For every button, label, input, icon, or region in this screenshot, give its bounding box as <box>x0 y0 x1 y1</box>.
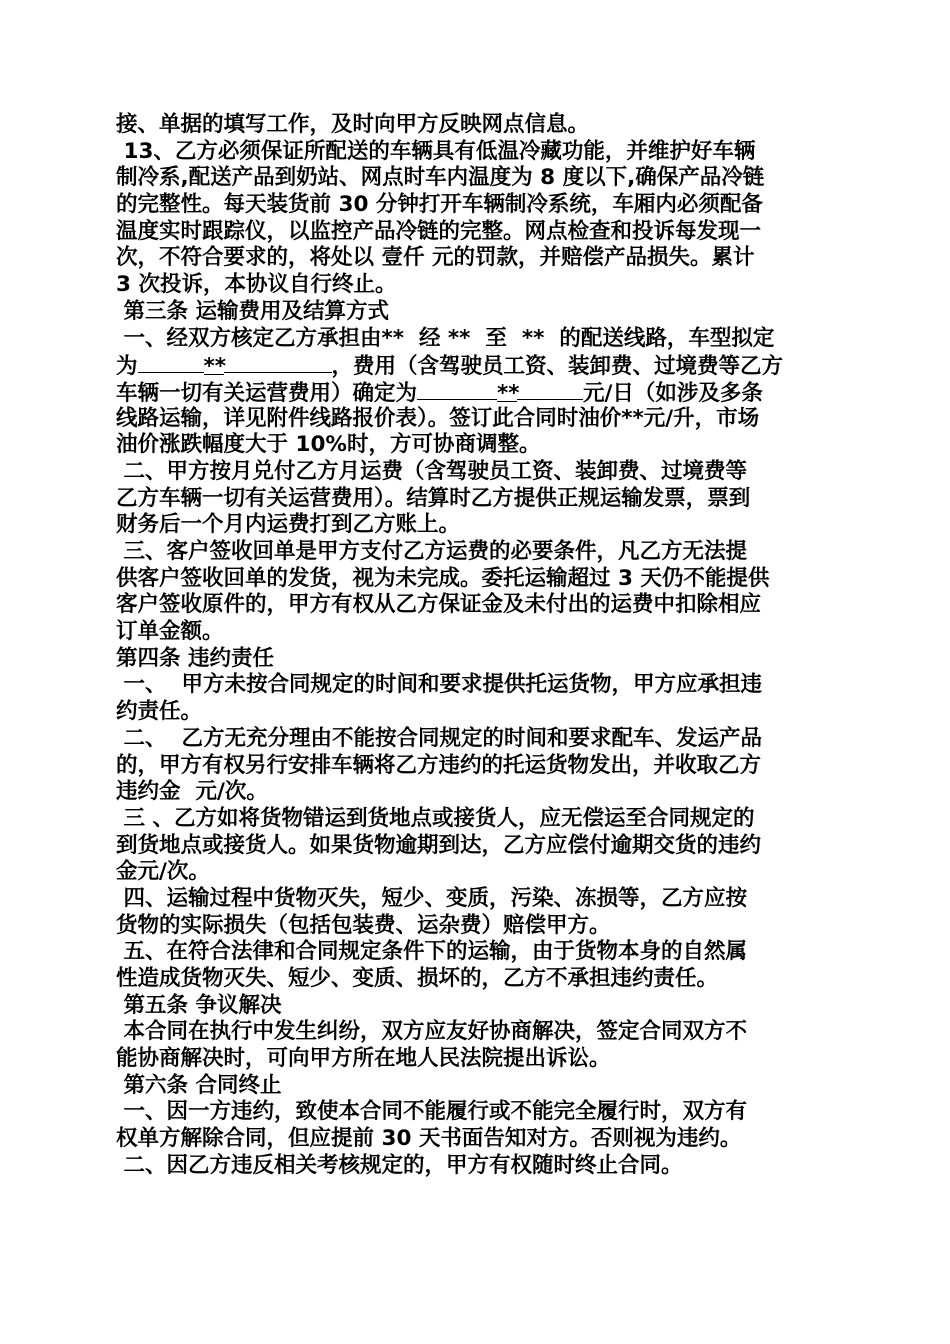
text-segment: 元/日（如涉及多条 <box>583 380 763 406</box>
text-line: 二、 乙方无充分理由不能按合同规定的时间和要求配车、发运产品 <box>116 725 762 751</box>
text-line: 一、因一方违约，致使本合同不能履行或不能完全履行时，双方有 <box>116 1099 747 1125</box>
text-line: 金元/次。 <box>116 859 210 885</box>
text-segment: 为 <box>116 354 138 380</box>
text-line: 违约金 元/次。 <box>116 779 268 805</box>
text-line: 货物的实际损失（包括包装费、运杂费）赔偿甲方。 <box>116 912 611 938</box>
text-line: 一、 甲方未按合同规定的时间和要求提供托运货物，甲方应承担违 <box>116 672 762 698</box>
text-line: 的完整性。每天装货前 30 分钟打开车辆制冷系统，车厢内必须配备 <box>116 192 763 218</box>
text-line: 约责任。 <box>116 699 203 725</box>
text-line: 五、在符合法律和合同规定条件下的运输，由于货物本身的自然属 <box>116 939 747 965</box>
section-heading: 第五条 争议解决 <box>116 992 282 1018</box>
text-line: 油价涨跌幅度大于 10%时，方可协商调整。 <box>116 432 541 458</box>
text-line: 二、因乙方违反相关考核规定的，甲方有权随时终止合同。 <box>116 1152 683 1178</box>
text-line-with-blank <box>116 352 840 379</box>
underline-blank <box>517 379 583 400</box>
text-line: 温度实时跟踪仪，以监控产品冷链的完整。网点检查和投诉每发现一 <box>116 218 762 244</box>
text-line: 13、乙方必须保证所配送的车辆具有低温冷藏功能，并维护好车辆 <box>116 138 756 164</box>
text-line: 三 、乙方如将货物错运到货地点或接货人，应无偿运至合同规定的 <box>116 805 755 831</box>
text-line: 到货地点或接货人。如果货物逾期到达，乙方应偿付逾期交货的违约 <box>116 832 762 858</box>
text-line: 乙方车辆一切有关运营费用）。结算时乙方提供正规运输发票，票到 <box>116 485 751 511</box>
text-line: 供客户签收回单的发货，视为未完成。委托运输超过 3 天仍不能提供 <box>116 565 770 591</box>
text-line: 四、运输过程中货物灭失，短少、变质，污染、冻损等，乙方应按 <box>116 885 747 911</box>
underline-blank <box>138 352 204 373</box>
section-heading: 第四条 违约责任 <box>116 645 274 671</box>
text-line: 三、客户签收回单是甲方支付乙方运费的必要条件，凡乙方无法提 <box>116 539 747 564</box>
text-segment: 车辆一切有关运营费用）确定为 <box>116 380 418 406</box>
vehicle-type-value: ** <box>203 354 227 380</box>
text-segment: ，费用（含驾驶员工资、装卸费、过境费等乙方 <box>331 354 784 380</box>
text-line: 订单金额。 <box>116 619 224 645</box>
text-line: 接、单据的填写工作，及时向甲方反映网点信息。 <box>116 112 590 137</box>
text-line: 客户签收原件的，甲方有权从乙方保证金及未付出的运费中扣除相应 <box>116 592 762 618</box>
text-line: 权单方解除合同，但应提前 30 天书面告知对方。否则视为违约。 <box>116 1126 742 1152</box>
text-line: 一、经双方核定乙方承担由** 经 ** 至 ** 的配送线路，车型拟定 <box>116 325 775 351</box>
section-heading: 第六条 合同终止 <box>116 1072 282 1098</box>
text-line: 3 次投诉，本协议自行终止。 <box>116 272 397 298</box>
underline-blank <box>224 352 332 373</box>
text-line: 制冷系,配送产品到奶站、网点时车内温度为 8 度以下,确保产品冷链 <box>116 165 765 191</box>
section-heading: 第三条 运输费用及结算方式 <box>116 298 389 324</box>
text-line: 能协商解决时，可向甲方所在地人民法院提出诉讼。 <box>116 1046 611 1072</box>
text-line: 的，甲方有权另行安排车辆将乙方违约的托运货物发出，并收取乙方 <box>116 752 762 778</box>
fee-value: ** <box>497 380 520 406</box>
text-line: 二、甲方按月兑付乙方月运费（含驾驶员工资、装卸费、过境费等 <box>116 458 747 484</box>
document-page <box>116 112 840 1180</box>
text-line: 本合同在执行中发生纠纷，双方应友好协商解决，签定合同双方不 <box>116 1019 747 1045</box>
text-line: 性造成货物灭失、短少、变质、损坏的，乙方不承担违约责任。 <box>116 966 719 991</box>
text-line: 财务后一个月内运费打到乙方账上。 <box>116 512 461 538</box>
underline-blank <box>417 379 497 400</box>
text-line-with-blank <box>116 379 840 406</box>
text-line: 线路运输，详见附件线路报价表）。签订此合同时油价**元/升，市场 <box>116 405 760 431</box>
text-line: 次，不符合要求的，将处以 壹仟 元的罚款，并赔偿产品损失。累计 <box>116 245 755 271</box>
